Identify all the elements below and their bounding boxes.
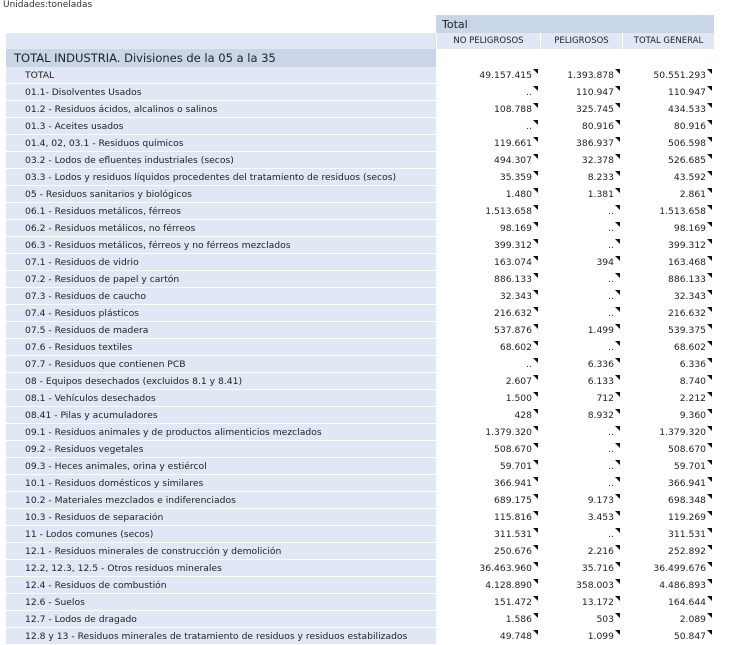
cell-total-general: 163.468 [622,254,714,271]
row-label: 01.4, 02, 03.1 - Residuos químicos [6,135,436,152]
cell-no-peligrosos: 98.169 [436,220,540,237]
table-row [6,322,714,339]
table-row [6,271,714,288]
row-label: 06.1 - Residuos metálicos, férreos [6,203,436,220]
row-label: 12.2, 12.3, 12.5 - Otros residuos minerales [6,560,436,577]
cell-peligrosos: .. [540,203,622,220]
cell-no-peligrosos: 1.513.658 [436,203,540,220]
cell-peligrosos: 1.499 [540,322,622,339]
table-row [6,526,714,543]
cell-total-general: 434.533 [622,101,714,118]
row-label: 12.4 - Residuos de combustión [6,577,436,594]
row-label: 07.3 - Residuos de caucho [6,288,436,305]
table-row [6,67,714,84]
table-row [6,203,714,220]
row-label: 12.1 - Residuos minerales de construcción y demolición [6,543,436,560]
column-header-peligrosos: PELIGROSOS [540,33,622,49]
cell-no-peligrosos: .. [436,356,540,373]
cell-peligrosos: 110.947 [540,84,622,101]
cell-no-peligrosos: 108.788 [436,101,540,118]
cell-peligrosos: 358.003 [540,577,622,594]
table-row [6,492,714,509]
cell-total-general: 506.598 [622,135,714,152]
cell-peligrosos: .. [540,271,622,288]
units-label: Unidades:toneladas [3,0,93,10]
cell-total-general: 508.670 [622,441,714,458]
cell-no-peligrosos: 163.074 [436,254,540,271]
header-group-total: Total [436,15,714,33]
cell-peligrosos: .. [540,339,622,356]
row-label: 06.2 - Residuos metálicos, no férreos [6,220,436,237]
row-label: 10.3 - Residuos de separación [6,509,436,526]
cell-peligrosos: .. [540,424,622,441]
cell-total-general: 539.375 [622,322,714,339]
cell-peligrosos: .. [540,220,622,237]
cell-total-general: 9.360 [622,407,714,424]
column-header-total-general: TOTAL GENERAL [622,33,714,49]
table-body [6,67,714,645]
cell-peligrosos: .. [540,458,622,475]
cell-no-peligrosos: 32.343 [436,288,540,305]
cell-total-general: 164.644 [622,594,714,611]
cell-no-peligrosos: 366.941 [436,475,540,492]
table-row [6,288,714,305]
table-row [6,407,714,424]
row-label: 09.1 - Residuos animales y de productos alimenticios mezclados [6,424,436,441]
cell-peligrosos: 394 [540,254,622,271]
table-row [6,305,714,322]
cell-no-peligrosos: 494.307 [436,152,540,169]
cell-total-general: 36.499.676 [622,560,714,577]
row-label: 12.8 y 13 - Residuos minerales de tratamiento de residuos y residuos estabilizados [6,628,436,645]
cell-total-general: 43.592 [622,169,714,186]
cell-peligrosos: 1.099 [540,628,622,645]
cell-total-general: 80.916 [622,118,714,135]
cell-total-general: 526.685 [622,152,714,169]
cell-total-general: 2.089 [622,611,714,628]
table-row [6,441,714,458]
cell-total-general: 8.740 [622,373,714,390]
row-label: 07.2 - Residuos de papel y cartón [6,271,436,288]
cell-total-general: 698.348 [622,492,714,509]
cell-no-peligrosos: 311.531 [436,526,540,543]
row-label: 01.3 - Aceites usados [6,118,436,135]
cell-no-peligrosos: 537.876 [436,322,540,339]
cell-peligrosos: 1.381 [540,186,622,203]
table-row [6,390,714,407]
cell-peligrosos: 1.393.878 [540,67,622,84]
cell-peligrosos: 13.172 [540,594,622,611]
table-row [6,458,714,475]
row-label: 09.3 - Heces animales, orina y estiércol [6,458,436,475]
row-label: 07.1 - Residuos de vidrio [6,254,436,271]
cell-total-general: 32.343 [622,288,714,305]
row-label: 07.4 - Residuos plásticos [6,305,436,322]
cell-no-peligrosos: 59.701 [436,458,540,475]
cell-peligrosos: 9.173 [540,492,622,509]
header-corner [6,15,436,33]
cell-no-peligrosos: 216.632 [436,305,540,322]
column-header-no-peligrosos: NO PELIGROSOS [436,33,540,49]
cell-no-peligrosos: 151.472 [436,594,540,611]
section-title: TOTAL INDUSTRIA. Divisiones de la 05 a la 35 [6,49,436,67]
cell-no-peligrosos: 35.359 [436,169,540,186]
table-row [6,543,714,560]
cell-total-general: 98.169 [622,220,714,237]
row-label: 10.1 - Residuos domésticos y similares [6,475,436,492]
section-row [6,49,714,67]
cell-peligrosos: 6.133 [540,373,622,390]
cell-total-general: 6.336 [622,356,714,373]
cell-total-general: 59.701 [622,458,714,475]
table-row [6,577,714,594]
cell-total-general: 119.269 [622,509,714,526]
cell-no-peligrosos: 49.157.415 [436,67,540,84]
cell-total-general: 252.892 [622,543,714,560]
header-blank [6,33,436,49]
cell-peligrosos: 80.916 [540,118,622,135]
cell-no-peligrosos: 1.480 [436,186,540,203]
row-label: TOTAL [6,67,436,84]
cell-total-general: 4.486.893 [622,577,714,594]
cell-no-peligrosos: 119.661 [436,135,540,152]
cell-no-peligrosos: 68.602 [436,339,540,356]
row-label: 06.3 - Residuos metálicos, férreos y no férreos mezclados [6,237,436,254]
section-right-blank [436,49,714,67]
row-label: 08.1 - Vehículos desechados [6,390,436,407]
cell-peligrosos: 35.716 [540,560,622,577]
table-row [6,339,714,356]
cell-no-peligrosos: 49.748 [436,628,540,645]
cell-total-general: 50.551.293 [622,67,714,84]
cell-no-peligrosos: 399.312 [436,237,540,254]
cell-no-peligrosos: 36.463.960 [436,560,540,577]
cell-peligrosos: .. [540,475,622,492]
cell-no-peligrosos: 250.676 [436,543,540,560]
cell-no-peligrosos: 428 [436,407,540,424]
cell-no-peligrosos: 115.816 [436,509,540,526]
row-label: 12.6 - Suelos [6,594,436,611]
row-label: 07.7 - Residuos que contienen PCB [6,356,436,373]
row-label: 10.2 - Materiales mezclados e indiferenciados [6,492,436,509]
row-label: 01.1- Disolventes Usados [6,84,436,101]
cell-total-general: 50.847 [622,628,714,645]
cell-no-peligrosos: 1.500 [436,390,540,407]
cell-total-general: 1.513.658 [622,203,714,220]
cell-peligrosos: 503 [540,611,622,628]
table-row [6,84,714,101]
cell-total-general: 216.632 [622,305,714,322]
cell-no-peligrosos: .. [436,118,540,135]
header-columns-row [6,33,714,49]
row-label: 03.2 - Lodos de efluentes industriales (secos) [6,152,436,169]
row-label: 12.7 - Lodos de dragado [6,611,436,628]
cell-no-peligrosos: 1.379.320 [436,424,540,441]
cell-no-peligrosos: 1.586 [436,611,540,628]
cell-total-general: 399.312 [622,237,714,254]
cell-peligrosos: 32.378 [540,152,622,169]
table-row [6,509,714,526]
cell-total-general: 68.602 [622,339,714,356]
cell-peligrosos: 8.233 [540,169,622,186]
table-row [6,101,714,118]
cell-peligrosos: .. [540,526,622,543]
cell-peligrosos: 325.745 [540,101,622,118]
row-label: 07.5 - Residuos de madera [6,322,436,339]
row-label: 11 - Lodos comunes (secos) [6,526,436,543]
cell-peligrosos: 8.932 [540,407,622,424]
cell-total-general: 366.941 [622,475,714,492]
cell-peligrosos: 3.453 [540,509,622,526]
table-row [6,560,714,577]
table-row [6,135,714,152]
cell-peligrosos: .. [540,305,622,322]
cell-peligrosos: 2.216 [540,543,622,560]
table-row [6,254,714,271]
table-row [6,169,714,186]
cell-peligrosos: .. [540,288,622,305]
row-label: 07.6 - Residuos textiles [6,339,436,356]
cell-no-peligrosos: 689.175 [436,492,540,509]
table-row [6,220,714,237]
cell-no-peligrosos: .. [436,84,540,101]
table-row [6,118,714,135]
cell-peligrosos: .. [540,237,622,254]
cell-total-general: 2.212 [622,390,714,407]
cell-total-general: 311.531 [622,526,714,543]
table-row [6,356,714,373]
table-row [6,152,714,169]
row-label: 03.3 - Lodos y residuos líquidos procedentes del tratamiento de residuos (secos) [6,169,436,186]
cell-peligrosos: 386.937 [540,135,622,152]
cell-total-general: 886.133 [622,271,714,288]
cell-peligrosos: .. [540,441,622,458]
table-row [6,237,714,254]
cell-peligrosos: 712 [540,390,622,407]
row-label: 08 - Equipos desechados (excluidos 8.1 y 8.41) [6,373,436,390]
table-row [6,628,714,645]
table-row [6,594,714,611]
cell-peligrosos: 6.336 [540,356,622,373]
row-label: 09.2 - Residuos vegetales [6,441,436,458]
cell-no-peligrosos: 886.133 [436,271,540,288]
cell-total-general: 1.379.320 [622,424,714,441]
waste-table [6,15,714,645]
cell-no-peligrosos: 508.670 [436,441,540,458]
row-label: 08.41 - Pilas y acumuladores [6,407,436,424]
table-row [6,475,714,492]
table-row [6,424,714,441]
row-label: 01.2 - Residuos ácidos, alcalinos o salinos [6,101,436,118]
cell-total-general: 110.947 [622,84,714,101]
header-group-row [6,15,714,33]
cell-total-general: 2.861 [622,186,714,203]
table-row [6,186,714,203]
row-label: 05 - Residuos sanitarios y biológicos [6,186,436,203]
cell-no-peligrosos: 4.128.890 [436,577,540,594]
table-row [6,373,714,390]
cell-no-peligrosos: 2.607 [436,373,540,390]
